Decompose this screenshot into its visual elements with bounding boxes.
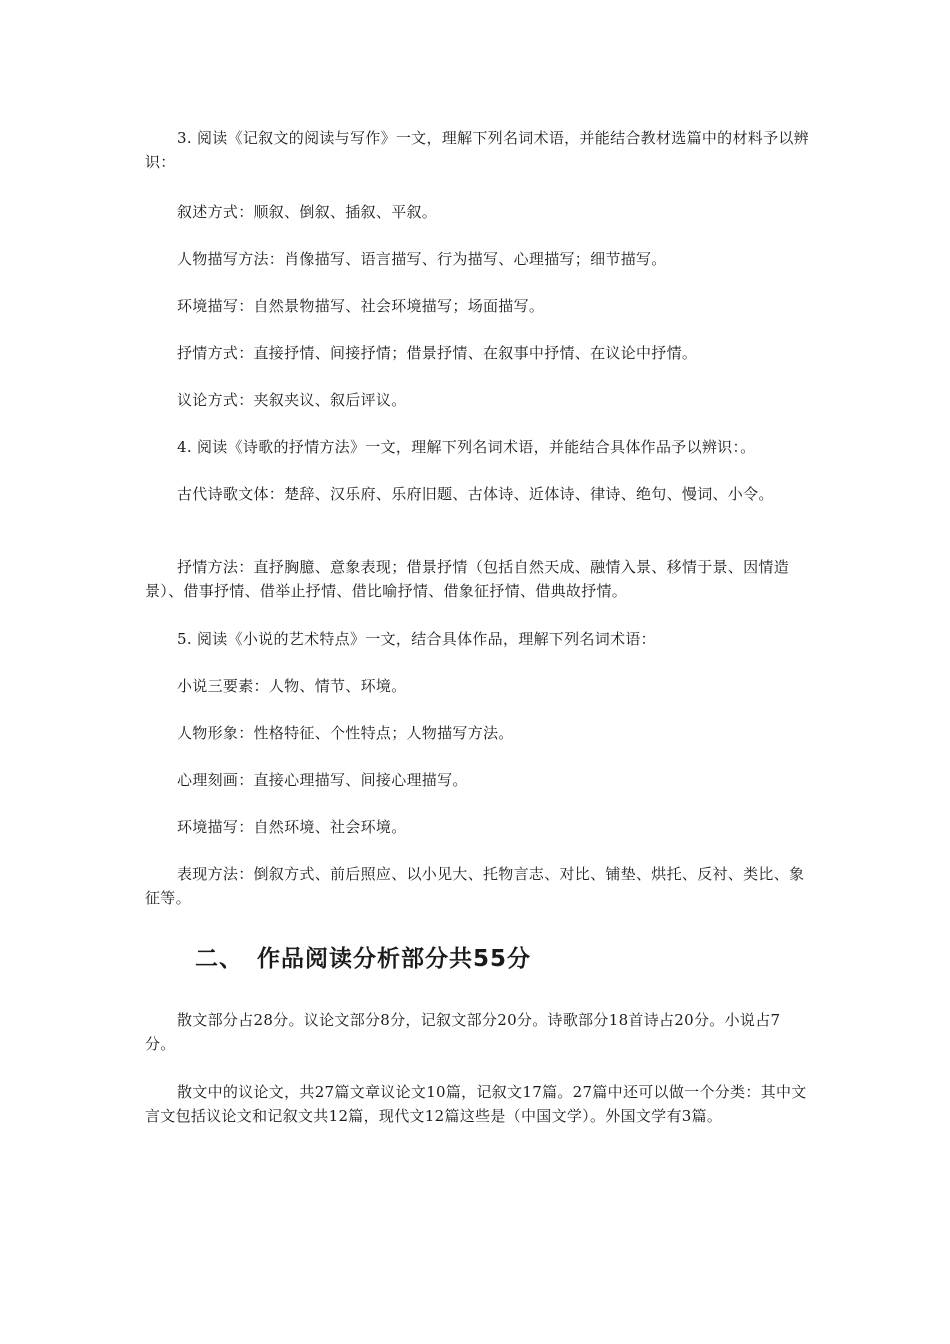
paragraph-item-3: 3. 阅读《记叙文的阅读与写作》一文，理解下列名词术语，并能结合教材选篇中的材料予以辨识： — [145, 129, 809, 171]
paragraph-lyric-methods: 抒情方式：直接抒情、间接抒情；借景抒情、在叙事中抒情、在议论中抒情。 — [177, 344, 698, 362]
paragraph-novel-elements: 小说三要素：人物、情节、环境。 — [177, 677, 407, 695]
paragraph-environment-description: 环境描写：自然景物描写、社会环境描写；场面描写。 — [177, 297, 545, 315]
paragraph-score-distribution: 散文部分占28分。议论文部分8分，记叙文部分20分。诗歌部分18首诗占20分。小说占7分。 — [145, 1011, 781, 1053]
section-title: 作品阅读分析部分共55分 — [257, 946, 532, 972]
paragraph-prose-classification: 散文中的议论文，共27篇文章议论文10篇，记叙文17篇。27篇中还可以做一个分类：其中文言文包括议论文和记叙文共12篇，现代文12篇这些是（中国文学）。外国文学有3篇。 — [145, 1083, 807, 1125]
paragraph-ancient-poetry-styles: 古代诗歌文体：楚辞、汉乐府、乐府旧题、古体诗、近体诗、律诗、绝句、慢词、小令。 — [177, 485, 774, 503]
paragraph-expression-methods: 表现方法：倒叙方式、前后照应、以小见大、托物言志、对比、铺垫、烘托、反衬、类比、象征等。 — [145, 865, 805, 907]
paragraph-novel-environment: 环境描写：自然环境、社会环境。 — [177, 818, 407, 836]
paragraph-narration-methods: 叙述方式：顺叙、倒叙、插叙、平叙。 — [177, 203, 438, 221]
paragraph-psychological-portrayal: 心理刻画：直接心理描写、间接心理描写。 — [177, 771, 468, 789]
paragraph-lyric-techniques: 抒情方法：直抒胸臆、意象表现；借景抒情（包括自然天成、融情入景、移情于景、因情造景）、借事抒情、借举止抒情、借比喻抒情、借象征抒情、借典故抒情。 — [145, 558, 790, 600]
paragraph-character-description: 人物描写方法：肖像描写、语言描写、行为描写、心理描写；细节描写。 — [177, 250, 667, 268]
paragraph-item-5: 5. 阅读《小说的艺术特点》一文，结合具体作品，理解下列名词术语： — [177, 630, 656, 648]
paragraph-character-image: 人物形象：性格特征、个性特点；人物描写方法。 — [177, 724, 514, 742]
paragraph-item-4: 4. 阅读《诗歌的抒情方法》一文，理解下列名词术语，并能结合具体作品予以辨识：。 — [177, 438, 756, 456]
section-heading — [195, 944, 795, 974]
paragraph-argument-methods: 议论方式：夹叙夹议、叙后评议。 — [177, 391, 407, 409]
section-number: 二、 — [195, 946, 243, 972]
